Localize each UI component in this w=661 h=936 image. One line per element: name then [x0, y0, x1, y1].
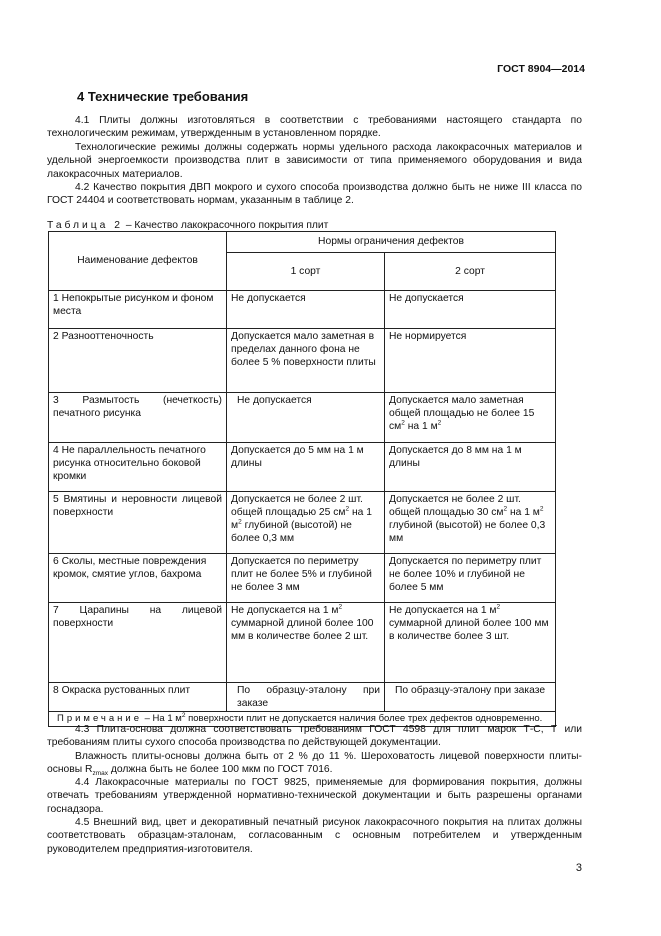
defect-name: 8 Окраска рустованных плит [49, 683, 227, 712]
norm-text: суммарной длиной более 100 мм в количестве более 3 шт. [389, 618, 549, 643]
norm-text: Допускается мало заметная общей площадью не более 15 см [389, 395, 535, 433]
defect-name: 5 Вмятины и неровности лицевой поверхности [49, 492, 227, 554]
table-row [49, 393, 556, 443]
header-grade-1: 1 сорт [227, 253, 385, 291]
superscript: 2 [181, 712, 186, 720]
norm-text: на 1 м [404, 421, 438, 433]
table-row [49, 683, 556, 712]
superscript: 2 [401, 419, 405, 427]
moisture-text: Влажность плиты-основы должна быть от 2 % до 11 %. Шероховатость лицевой поверхности плиты-основы R [47, 751, 582, 776]
subscript: zmax [92, 770, 108, 778]
grade-2-norm [385, 492, 556, 554]
norm-text: Допускается не более 2 шт. общей площадью 30 см [389, 494, 521, 519]
grade-1-norm [227, 492, 385, 554]
grade-2-norm: Допускается по периметру плит не более 10% и глубиной не более 5 мм [385, 554, 556, 603]
norm-text: Не допускается на 1 м [389, 605, 497, 616]
header-norms: Нормы ограничения дефектов [227, 232, 556, 253]
norm-text: Не допускается на 1 м [231, 605, 339, 616]
superscript: 2 [238, 518, 242, 526]
table-row [49, 554, 556, 603]
superscript: 2 [345, 505, 350, 513]
table-caption-text: – Качество лакокрасочного покрытия плит [122, 220, 329, 231]
grade-1-norm: По образцу-эталону при заказе [227, 683, 385, 712]
header-defect-name: Наименование дефектов [49, 232, 227, 291]
norm-text: на 1 м [507, 507, 540, 519]
moisture-text: должна быть не более 100 мкм по ГОСТ 7016. [108, 764, 333, 776]
superscript: 2 [496, 603, 501, 611]
paragraph-4-5: 4.5 Внешний вид, цвет и декоративный печатный рисунок лакокрасочного покрытия на плитах должны соответствовать образцам-эталонам, согласованным с основным потребителем и утвержденным руководителем предприятия-изготовителя. [47, 817, 582, 855]
grade-2-norm: Допускается до 8 мм на 1 м длины [385, 443, 556, 492]
paragraph-4-1: 4.1 Плиты должны изготовляться в соответствии с требованиями настоящего стандарта по технологическим режимам, утвержденным в установленном порядке. [47, 115, 582, 140]
superscript: 2 [338, 603, 343, 611]
table-row [49, 329, 556, 393]
grade-2-norm: Не нормируется [385, 329, 556, 393]
superscript: 2 [437, 419, 442, 427]
defect-name: 2 Разнооттеночность [49, 329, 227, 393]
grade-2-norm [385, 603, 556, 683]
paragraph-moisture [47, 750, 582, 777]
grade-1-norm: Допускается мало заметная в пределах данного фона не более 5 % поверхности плиты [227, 329, 385, 393]
grade-2-norm [385, 393, 556, 443]
defect-name: 4 Не параллельность печатного рисунка относительно боковой кромки [49, 443, 227, 492]
note-text: – На 1 м [142, 713, 182, 725]
note-text: поверхности плит не допускается наличия более трех дефектов одновременно. [185, 713, 543, 725]
table-row [49, 443, 556, 492]
norm-text: глубиной (высотой) не более 0,3 мм [231, 520, 352, 545]
grade-2-norm: По образцу-эталону при заказе [385, 683, 556, 712]
norm-text: Допускается не более 2 шт. общей площадью 25 см [231, 494, 363, 519]
paragraph-4-2: 4.2 Качество покрытия ДВП мокрого и сухого способа производства должно быть не ниже III класса по ГОСТ 24404 и соответствовать нормам, указанным в таблице 2. [47, 182, 582, 207]
norm-text: суммарной длиной более 100 мм в количестве более 2 шт. [231, 618, 374, 643]
defects-table [48, 231, 556, 727]
grade-1-norm [227, 603, 385, 683]
section-heading: 4 Технические требования [77, 89, 249, 104]
table-row [49, 603, 556, 683]
grade-2-norm: Не допускается [385, 291, 556, 329]
superscript: 2 [539, 505, 544, 513]
grade-1-norm: Не допускается [227, 291, 385, 329]
grade-1-norm: Не допускается [227, 393, 385, 443]
defect-name: 7 Царапины на лицевой поверхности [49, 603, 227, 683]
table-row [49, 291, 556, 329]
defect-name: 6 Сколы, местные повреждения кромок, смятие углов, бахрома [49, 554, 227, 603]
defect-name: 3 Размытость (нечеткость) печатного рисунка [49, 393, 227, 443]
paragraph-4-4: 4.4 Лакокрасочные материалы по ГОСТ 9825, применяемые для формирования покрытия, должны отвечать требованиям утвержденной нормативно-технической документации и быть разрешены органами госнадзора. [47, 777, 582, 815]
table-row [49, 492, 556, 554]
grade-1-norm: Допускается до 5 мм на 1 м длины [227, 443, 385, 492]
paragraph-4-3: 4.3 Плита-основа должна соответствовать требованиям ГОСТ 4598 для плит марок Т-С, Т или требованиям плиты сухого способа производства по действующей документации. [47, 724, 582, 749]
defect-name: 1 Непокрытые рисунком и фоном места [49, 291, 227, 329]
norm-text: на 1 м [231, 507, 372, 532]
header-grade-2: 2 сорт [385, 253, 556, 291]
superscript: 2 [503, 505, 508, 513]
table-caption [47, 220, 328, 231]
document-header: ГОСТ 8904—2014 [497, 63, 585, 75]
paragraph-tech-modes: Технологические режимы должны содержать нормы удельного расхода лакокрасочных материалов и удельной энергоемкости производства плит в зависимости от типа применяемого оборудования и вида лакокрасочных материалов. [47, 142, 582, 180]
note-label: Примечание [57, 713, 142, 725]
page-number: 3 [575, 862, 582, 874]
grade-1-norm: Допускается по периметру плит не более 5% и глубиной не более 3 мм [227, 554, 385, 603]
norm-text: глубиной (высотой) не более 0,3 мм [389, 520, 546, 545]
table-caption-label: Таблица 2 [47, 220, 123, 231]
